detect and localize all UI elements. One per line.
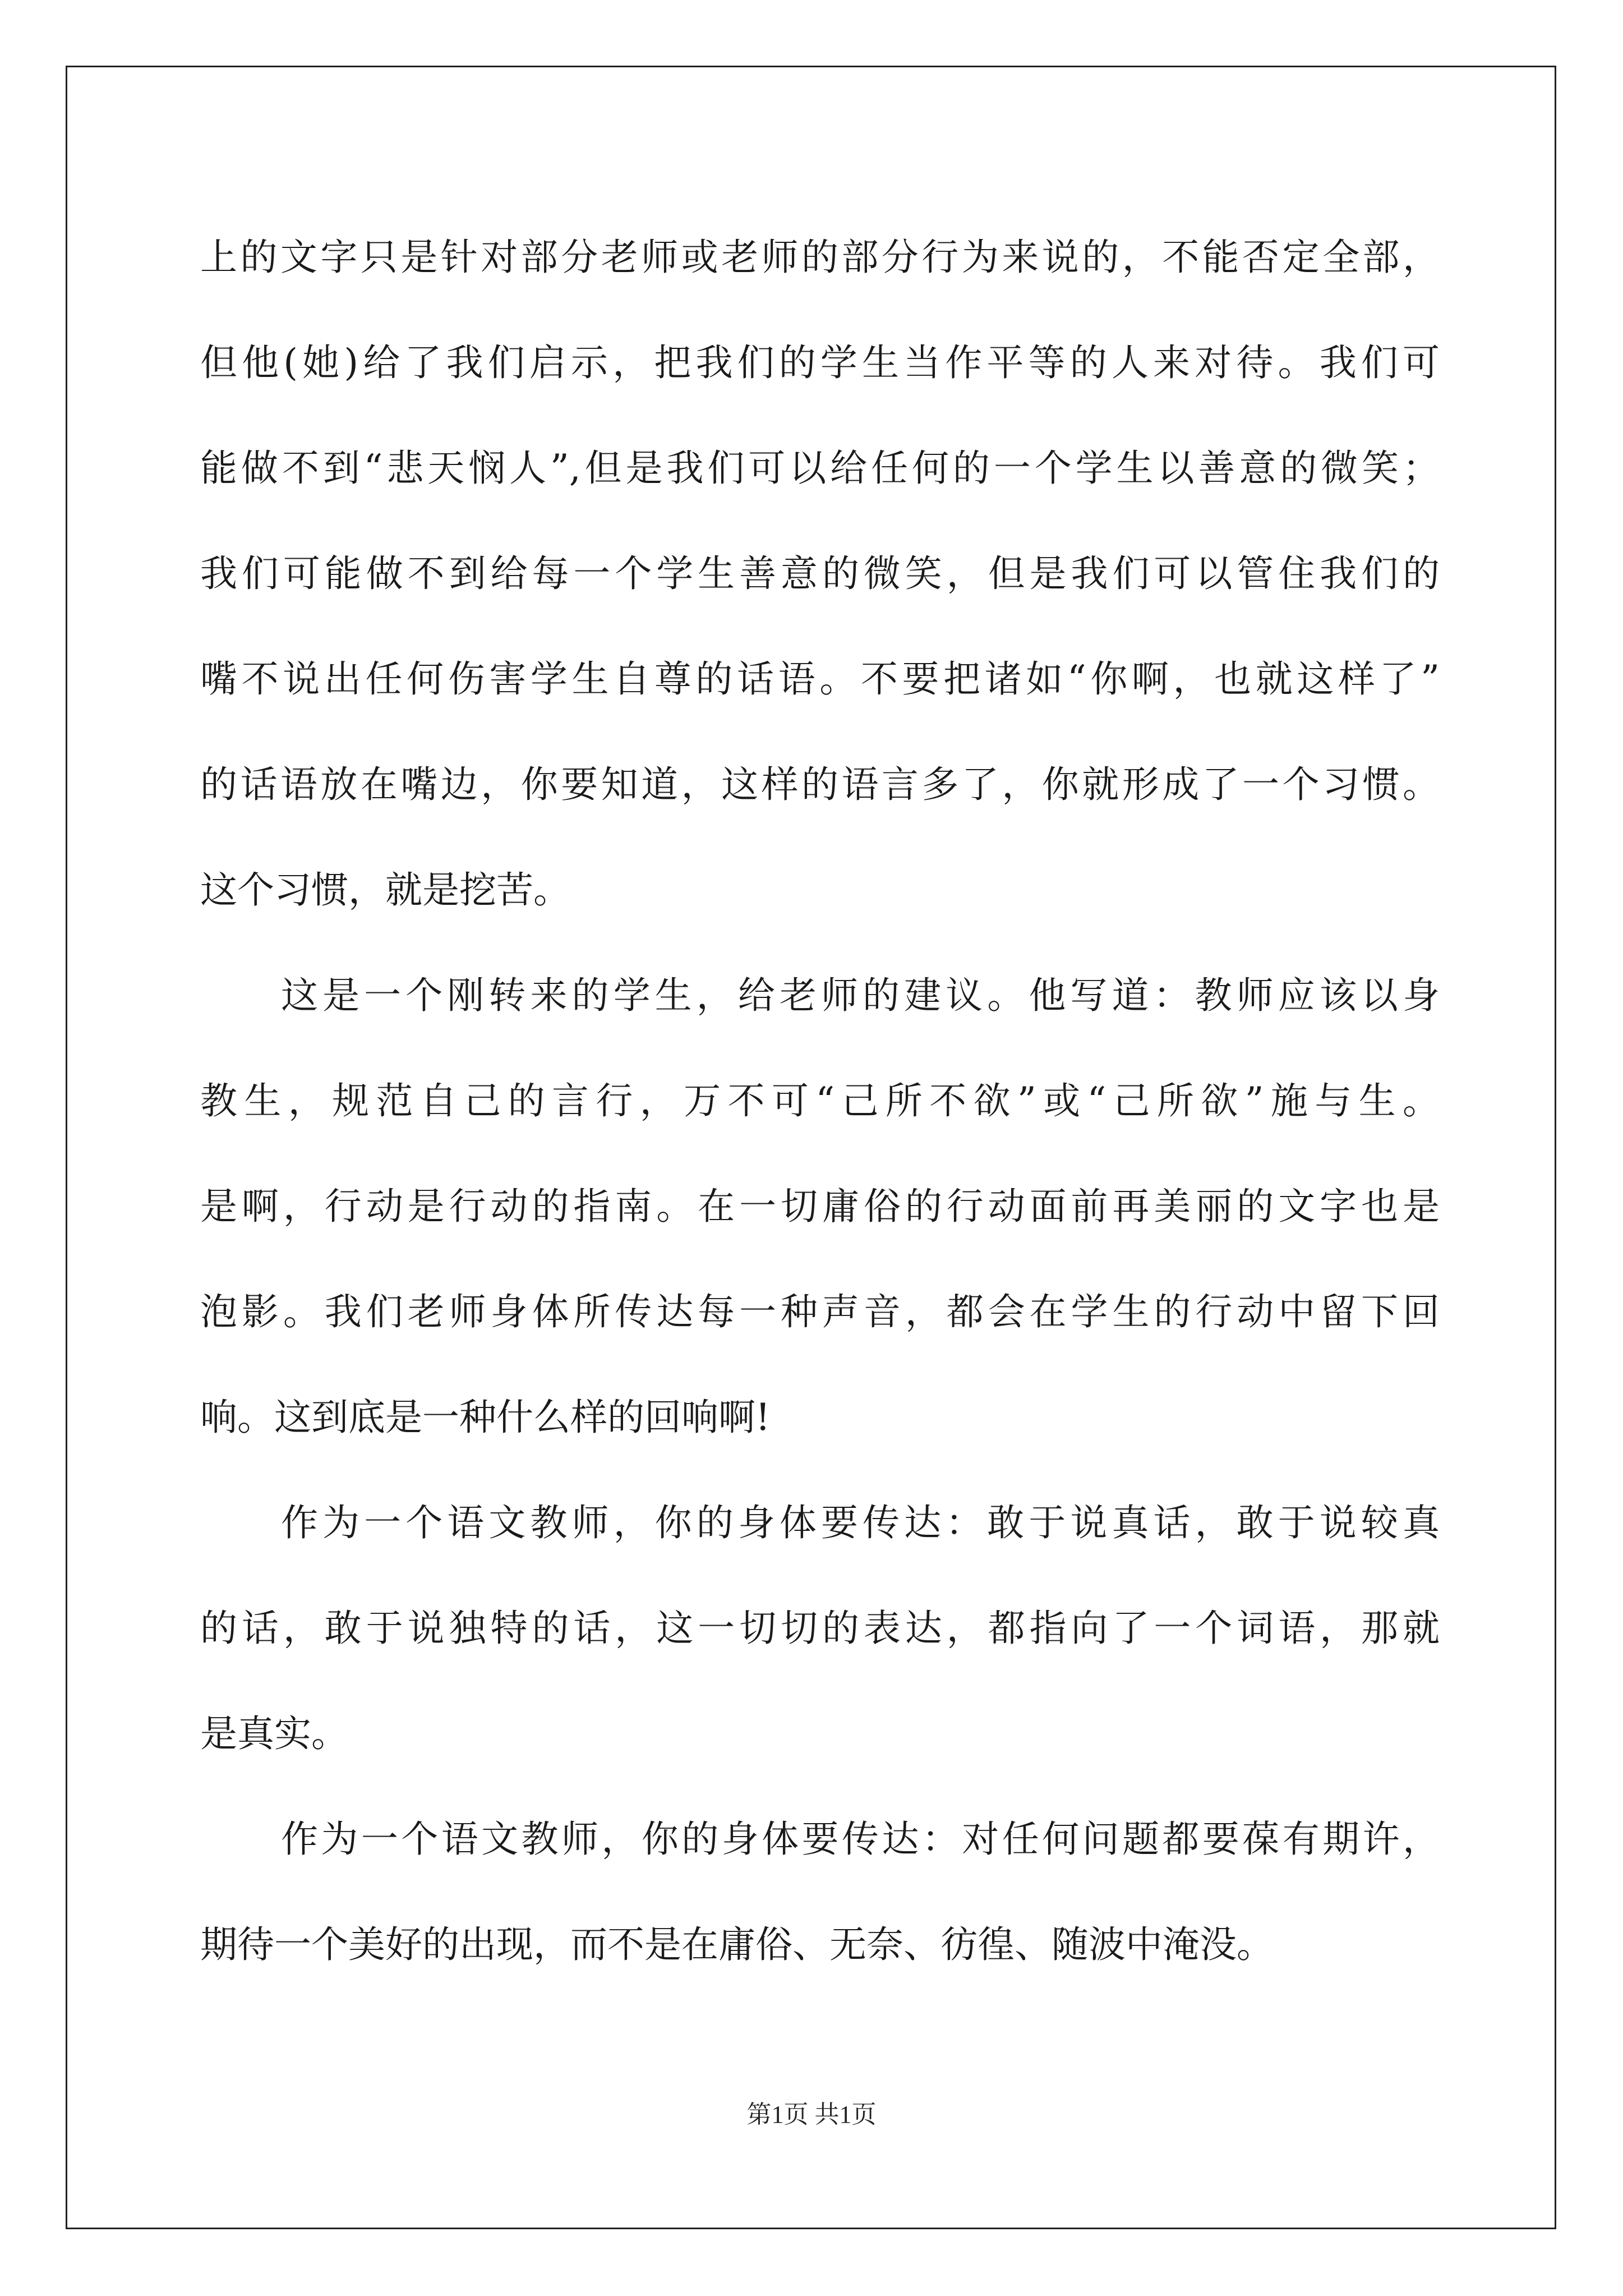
paragraph-4	[200, 1787, 1440, 1998]
text-line: 是真实。	[200, 1712, 348, 1755]
text-line: 上的文字只是针对部分老师或老师的部分行为来说的，不能否定全部，	[200, 236, 1440, 279]
text-line: 的话，敢于说独特的话，这一切切的表达，都指向了一个词语，那就	[200, 1607, 1440, 1650]
text-line: 但他(她)给了我们启示，把我们的学生当作平等的人来对待。我们可	[200, 341, 1440, 384]
text-line: 作为一个语文教师，你的身体要传达：敢于说真话，敢于说较真	[281, 1501, 1440, 1544]
text-line: 作为一个语文教师，你的身体要传达：对任何问题都要葆有期许，	[281, 1818, 1440, 1861]
text-line: 这是一个刚转来的学生，给老师的建议。他写道：教师应该以身	[281, 974, 1440, 1017]
paragraph-1	[200, 205, 1440, 943]
text-line: 我们可能做不到给每一个学生善意的微笑，但是我们可以管住我们的	[200, 552, 1440, 595]
text-line: 是啊，行动是行动的指南。在一切庸俗的行动面前再美丽的文字也是	[200, 1185, 1440, 1228]
document-body	[200, 205, 1440, 1998]
text-line: 期待一个美好的出现，而不是在庸俗、无奈、彷徨、随波中淹没。	[200, 1923, 1274, 1966]
text-line: 这个习惯，就是挖苦。	[200, 868, 570, 912]
text-line: 教生，规范自己的言行，万不可“己所不欲”或“己所欲”施与生。	[200, 1079, 1440, 1122]
paragraph-2	[200, 943, 1440, 1470]
text-line: 泡影。我们老师身体所传达每一种声音，都会在学生的行动中留下回	[200, 1290, 1440, 1333]
text-line: 的话语放在嘴边，你要知道，这样的语言多了，你就形成了一个习惯。	[200, 763, 1440, 806]
text-line: 嘴不说出任何伤害学生自尊的话语。不要把诸如“你啊，也就这样了”	[200, 657, 1440, 701]
text-line: 响。这到底是一种什么样的回响啊!	[200, 1396, 771, 1439]
page-footer: 第1页 共1页	[746, 2101, 877, 2128]
paragraph-3	[200, 1470, 1440, 1787]
text-line: 能做不到“悲天悯人”,但是我们可以给任何的一个学生以善意的微笑；	[200, 447, 1440, 490]
